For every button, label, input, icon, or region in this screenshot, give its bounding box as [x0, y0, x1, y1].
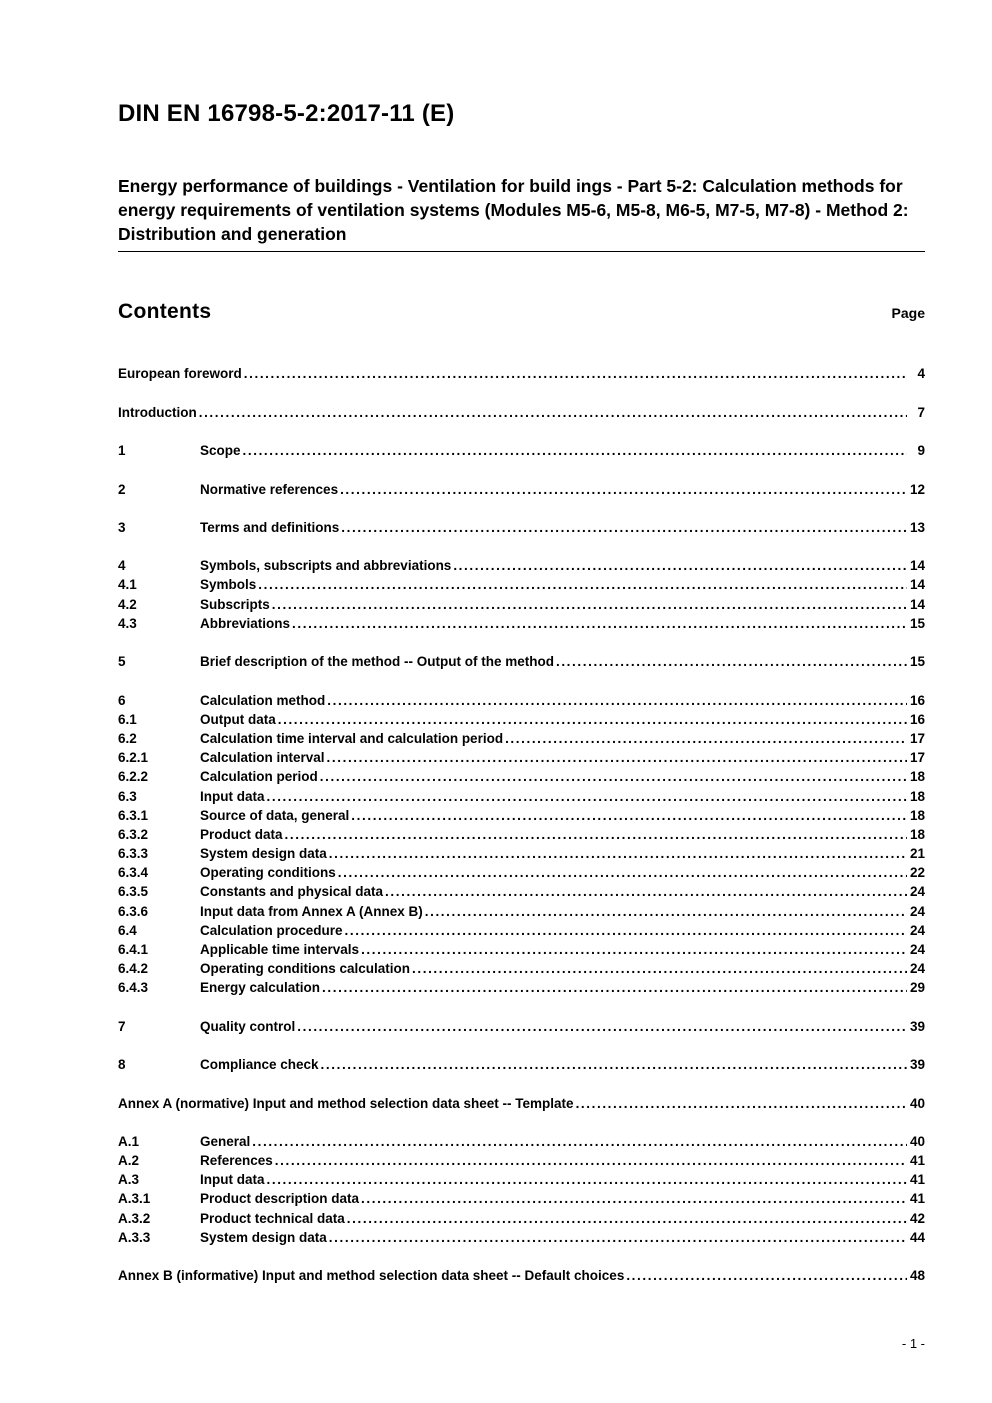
toc-entry-number: 6.3.6 [118, 903, 149, 919]
toc-entry [118, 729, 925, 748]
toc-entry-page: 41 [909, 1153, 925, 1169]
toc-entry [118, 767, 925, 786]
toc-entry-title: Compliance check [200, 1057, 319, 1073]
toc-entry-dot-leader [320, 767, 907, 786]
toc-entry-number: 5 [118, 654, 126, 670]
toc-entry-title: Normative references [200, 481, 339, 497]
toc-entry-page: 40 [909, 1095, 925, 1111]
toc-entry-page: 18 [909, 769, 925, 785]
toc-entry-page: 12 [909, 481, 925, 497]
toc-entry-dot-leader [243, 441, 907, 460]
toc-entry [118, 441, 925, 460]
toc-entry-title: Constants and physical data [200, 884, 384, 900]
toc-entry-title: Input data [200, 788, 265, 804]
toc-entry-number: 6.2.1 [118, 750, 149, 766]
toc-entry-number: 6.1 [118, 711, 137, 727]
toc-entry-dot-leader [412, 959, 907, 978]
toc-entry [118, 614, 925, 633]
toc-entry [118, 806, 925, 825]
toc-entry-title: System design data [200, 1229, 327, 1245]
toc-entry [118, 787, 925, 806]
toc-entry-dot-leader [576, 1094, 907, 1113]
toc-entry-dot-leader [327, 691, 907, 710]
toc-entry-page: 40 [909, 1133, 925, 1149]
toc-entry-dot-leader [341, 518, 907, 537]
toc-entry-dot-leader [361, 1189, 907, 1208]
toc-entry-title: Symbols, subscripts and abbreviations [200, 558, 452, 574]
toc-entry-number: A.3.3 [118, 1229, 151, 1245]
toc-entry-page: 17 [909, 730, 925, 746]
toc-entry [118, 480, 925, 499]
toc-entry [118, 518, 925, 537]
toc-entry-title: Operating conditions calculation [200, 961, 411, 977]
toc-entry [118, 1189, 925, 1208]
toc-entry-number: 2 [118, 481, 126, 497]
toc-entry [118, 863, 925, 882]
toc-entry-page: 14 [909, 596, 925, 612]
toc-entry-number: 8 [118, 1057, 126, 1073]
toc-entry-page: 24 [909, 903, 925, 919]
toc-entry-page: 48 [909, 1268, 925, 1284]
toc-entry [118, 978, 925, 997]
toc-entry-number: 6 [118, 692, 126, 708]
toc-entry-number: 6.2.2 [118, 769, 149, 785]
toc-entry-dot-leader [347, 1209, 907, 1228]
toc-entry-page: 17 [909, 750, 925, 766]
toc-entry-title: Input data [200, 1172, 265, 1188]
toc-entry-title: European foreword [118, 366, 242, 382]
toc-entry [118, 691, 925, 710]
document-title: Energy performance of buildings - Ventilation for build ings - Part 5-2: Calculation methods for energy requirements of ventilation systems (Modules M5-6, M5-8, M6-5, M7-5, M7-8) - Method 2: Distribution and generation [118, 174, 925, 252]
toc-entry [118, 921, 925, 940]
toc-entry-number: 4.1 [118, 577, 137, 593]
toc-entry-title: Annex B (informative) Input and method selection data sheet -- Default choices [118, 1268, 625, 1284]
toc-entry-number: A.3 [118, 1172, 140, 1188]
toc-entry-page: 22 [909, 865, 925, 881]
toc-entry-number: 6.3.2 [118, 826, 149, 842]
toc-entry-dot-leader [329, 844, 907, 863]
toc-entry-number: 6.4 [118, 922, 137, 938]
toc-entry-dot-leader [345, 921, 907, 940]
toc-entry-title: Applicable time intervals [200, 942, 360, 958]
toc-entry-dot-leader [267, 1170, 908, 1189]
toc-entry-page: 44 [909, 1229, 925, 1245]
toc-entry-title: Source of data, general [200, 807, 350, 823]
toc-entry-title: Quality control [200, 1018, 296, 1034]
toc-entry-dot-leader [361, 940, 907, 959]
toc-entry-title: Operating conditions [200, 865, 336, 881]
toc-entry-dot-leader [338, 863, 907, 882]
toc-entry-page: 4 [917, 366, 925, 382]
toc-entry-title: Scope [200, 443, 241, 459]
toc-entry-number: A.3.2 [118, 1210, 151, 1226]
toc-entry [118, 1170, 925, 1189]
toc-entry-page: 7 [917, 404, 925, 420]
toc-entry-number: A.2 [118, 1153, 140, 1169]
toc-entry-dot-leader [385, 882, 907, 901]
toc-entry-page: 39 [909, 1057, 925, 1073]
toc-entry-page: 9 [917, 443, 925, 459]
footer-page-number: - 1 - [901, 1336, 925, 1351]
toc-entry-dot-leader [297, 1017, 907, 1036]
toc-entry-title: Product data [200, 826, 283, 842]
toc-entry-page: 29 [909, 980, 925, 996]
toc-entry-number: 4 [118, 558, 126, 574]
toc-entry-number: A.3.1 [118, 1191, 151, 1207]
toc-entry [118, 1017, 925, 1036]
toc-entry-page: 41 [909, 1191, 925, 1207]
toc-entry-page: 42 [909, 1210, 925, 1226]
toc-entry-dot-leader [275, 1151, 907, 1170]
toc-entry-dot-leader [321, 1055, 907, 1074]
toc-entry-title: References [200, 1153, 273, 1169]
toc-entry-number: 6.4.3 [118, 980, 149, 996]
toc-entry-dot-leader [322, 978, 907, 997]
toc-entry-page: 24 [909, 884, 925, 900]
toc-entry-number: 6.4.2 [118, 961, 149, 977]
toc-entry-number: 6.3.4 [118, 865, 149, 881]
toc-entry-page: 18 [909, 826, 925, 842]
toc-entry [118, 364, 925, 383]
toc-entry-page: 24 [909, 942, 925, 958]
toc-entry-dot-leader [278, 710, 907, 729]
toc-entry-title: Calculation method [200, 692, 326, 708]
toc-entry-title: Output data [200, 711, 276, 727]
toc-entry-title: Product technical data [200, 1210, 345, 1226]
toc-entry-dot-leader [252, 1132, 907, 1151]
toc-entry [118, 710, 925, 729]
toc-entry-dot-leader [272, 595, 907, 614]
toc-entry [118, 1132, 925, 1151]
toc-entry [118, 1094, 925, 1113]
toc-entry-page: 24 [909, 922, 925, 938]
toc-entry-dot-leader [626, 1266, 907, 1285]
toc-entry-title: Symbols [200, 577, 257, 593]
toc-entry [118, 1055, 925, 1074]
toc-entry-dot-leader [505, 729, 907, 748]
toc-entry-page: 15 [909, 615, 925, 631]
toc-entry-title: Calculation procedure [200, 922, 343, 938]
toc-entry-title: General [200, 1133, 251, 1149]
toc-entry [118, 1266, 925, 1285]
toc-entry-dot-leader [199, 403, 907, 422]
toc-entry-number: 6.3 [118, 788, 137, 804]
toc-entry-number: 6.3.5 [118, 884, 149, 900]
toc-list [118, 364, 925, 1285]
toc-entry [118, 959, 925, 978]
toc-entry-page: 13 [909, 519, 925, 535]
toc-entry-dot-leader [351, 806, 907, 825]
toc-entry-title: Abbreviations [200, 615, 291, 631]
toc-entry-number: 1 [118, 443, 126, 459]
toc-entry-page: 18 [909, 807, 925, 823]
toc-entry-number: A.1 [118, 1133, 140, 1149]
toc-entry [118, 1209, 925, 1228]
toc-entry-dot-leader [244, 364, 907, 383]
toc-entry-title: Product description data [200, 1191, 360, 1207]
toc-entry-dot-leader [267, 787, 908, 806]
toc-entry-page: 39 [909, 1018, 925, 1034]
toc-entry [118, 844, 925, 863]
toc-entry-number: 6.4.1 [118, 942, 149, 958]
toc-entry-dot-leader [327, 748, 907, 767]
toc-entry-dot-leader [453, 556, 907, 575]
toc-entry-page: 18 [909, 788, 925, 804]
toc-entry-title: Introduction [118, 404, 197, 420]
toc-entry-number: 7 [118, 1018, 126, 1034]
toc-entry-number: 6.2 [118, 730, 137, 746]
toc-entry [118, 575, 925, 594]
toc-entry-page: 16 [909, 692, 925, 708]
toc-entry [118, 1151, 925, 1170]
toc-entry [118, 556, 925, 575]
toc-entry-page: 15 [909, 654, 925, 670]
toc-entry [118, 595, 925, 614]
toc-entry-page: 24 [909, 961, 925, 977]
toc-entry [118, 882, 925, 901]
toc-entry-dot-leader [329, 1228, 907, 1247]
toc-entry-dot-leader [556, 652, 907, 671]
toc-entry-title: Annex A (normative) Input and method selection data sheet -- Template [118, 1095, 574, 1111]
page-column-label: Page [891, 305, 925, 322]
toc-entry-number: 6.3.1 [118, 807, 149, 823]
toc-entry [118, 825, 925, 844]
toc-entry [118, 403, 925, 422]
toc-entry-number: 4.3 [118, 615, 137, 631]
toc-entry [118, 902, 925, 921]
toc-entry [118, 1228, 925, 1247]
toc-entry-title: Calculation time interval and calculation period [200, 730, 504, 746]
toc-entry-dot-leader [340, 480, 907, 499]
toc-entry-title: Energy calculation [200, 980, 321, 996]
contents-header [118, 300, 925, 324]
contents-heading: Contents [118, 300, 212, 324]
toc-entry-page: 14 [909, 577, 925, 593]
toc-entry-dot-leader [258, 575, 907, 594]
toc-entry-number: 6.3.3 [118, 846, 149, 862]
document-number: DIN EN 16798-5-2:2017-11 (E) [118, 100, 455, 127]
toc-entry-page: 41 [909, 1172, 925, 1188]
toc-entry-title: Input data from Annex A (Annex B) [200, 903, 423, 919]
toc-entry-dot-leader [425, 902, 907, 921]
toc-entry [118, 652, 925, 671]
toc-entry-dot-leader [292, 614, 907, 633]
toc-entry-title: System design data [200, 846, 327, 862]
toc-entry-number: 4.2 [118, 596, 137, 612]
toc-entry-number: 3 [118, 519, 126, 535]
toc-entry-title: Brief description of the method -- Output of the method [200, 654, 554, 670]
toc-entry-title: Calculation interval [200, 750, 325, 766]
toc-entry [118, 940, 925, 959]
toc-entry [118, 748, 925, 767]
toc-entry-page: 14 [909, 558, 925, 574]
toc-entry-page: 21 [909, 846, 925, 862]
toc-entry-title: Calculation period [200, 769, 318, 785]
toc-entry-page: 16 [909, 711, 925, 727]
toc-entry-dot-leader [285, 825, 907, 844]
toc-entry-title: Terms and definitions [200, 519, 340, 535]
toc-entry-title: Subscripts [200, 596, 270, 612]
